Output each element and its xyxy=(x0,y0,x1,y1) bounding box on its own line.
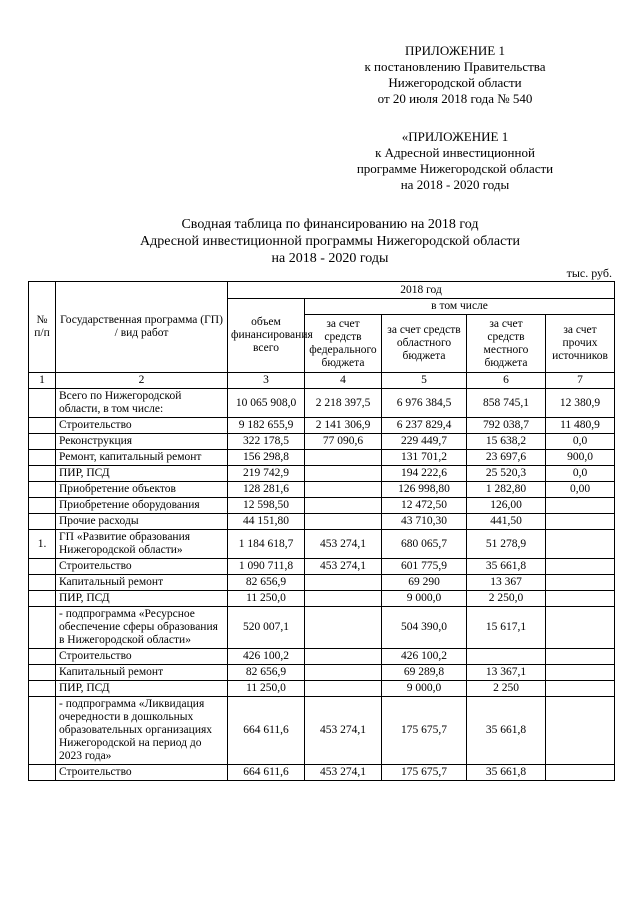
cell-num xyxy=(29,607,56,649)
table-row xyxy=(29,434,615,450)
cell-num xyxy=(29,498,56,514)
cell-num: 1. xyxy=(29,530,56,559)
cell-name: Прочие расходы xyxy=(56,514,228,530)
cell-other: 900,0 xyxy=(546,450,615,466)
cell-other: 0,0 xyxy=(546,434,615,450)
table-body xyxy=(29,389,615,781)
cell-other xyxy=(546,607,615,649)
column-number: 5 xyxy=(382,373,467,389)
cell-total: 664 611,6 xyxy=(228,697,305,765)
table-row xyxy=(29,591,615,607)
cell-name: ПИР, ПСД xyxy=(56,681,228,697)
program-appendix-title: «ПРИЛОЖЕНИЕ 1 xyxy=(401,129,509,144)
cell-num xyxy=(29,450,56,466)
program-appendix-period: на 2018 - 2020 годы xyxy=(400,177,510,192)
header-other: за счет прочих источников xyxy=(546,315,615,373)
column-number: 1 xyxy=(29,373,56,389)
cell-regional: 12 472,50 xyxy=(382,498,467,514)
cell-total: 9 182 655,9 xyxy=(228,418,305,434)
cell-federal xyxy=(305,681,382,697)
cell-total: 426 100,2 xyxy=(228,649,305,665)
cell-regional: 175 675,7 xyxy=(382,697,467,765)
cell-local: 126,00 xyxy=(467,498,546,514)
cell-regional: 601 775,9 xyxy=(382,559,467,575)
cell-regional: 69 290 xyxy=(382,575,467,591)
cell-name: Строительство xyxy=(56,559,228,575)
cell-name: Строительство xyxy=(56,649,228,665)
cell-local: 792 038,7 xyxy=(467,418,546,434)
cell-num xyxy=(29,591,56,607)
cell-federal xyxy=(305,649,382,665)
cell-name: Реконструкция xyxy=(56,434,228,450)
cell-num xyxy=(29,482,56,498)
cell-local: 25 520,3 xyxy=(467,466,546,482)
cell-total: 664 611,6 xyxy=(228,765,305,781)
header-federal: за счет средств федерального бюджета xyxy=(305,315,382,373)
cell-federal xyxy=(305,514,382,530)
cell-local: 2 250,0 xyxy=(467,591,546,607)
cell-num xyxy=(29,765,56,781)
cell-num xyxy=(29,575,56,591)
table-title xyxy=(120,216,540,267)
cell-federal: 2 218 397,5 xyxy=(305,389,382,418)
appendix-line: к постановлению Правительства xyxy=(364,59,546,74)
cell-num xyxy=(29,559,56,575)
table-row xyxy=(29,665,615,681)
cell-name: - подпрограмма «Ликвидация очередности в дошкольных образовательных организациях Нижегородской на период до 2023 года» xyxy=(56,697,228,765)
cell-total: 82 656,9 xyxy=(228,665,305,681)
column-number: 3 xyxy=(228,373,305,389)
column-number: 4 xyxy=(305,373,382,389)
cell-federal xyxy=(305,498,382,514)
unit-label: тыс. руб. xyxy=(566,266,612,280)
cell-num xyxy=(29,649,56,665)
cell-name: Строительство xyxy=(56,418,228,434)
cell-local: 1 282,80 xyxy=(467,482,546,498)
cell-name: ГП «Развитие образования Нижегородской области» xyxy=(56,530,228,559)
cell-local: 13 367 xyxy=(467,575,546,591)
cell-federal: 77 090,6 xyxy=(305,434,382,450)
column-number: 2 xyxy=(56,373,228,389)
cell-local: 15 617,1 xyxy=(467,607,546,649)
appendix-date: от 20 июля 2018 года № 540 xyxy=(377,91,533,106)
header-local: за счет средств местного бюджета xyxy=(467,315,546,373)
cell-other xyxy=(546,765,615,781)
cell-other xyxy=(546,697,615,765)
cell-regional: 69 289,8 xyxy=(382,665,467,681)
cell-regional: 126 998,80 xyxy=(382,482,467,498)
cell-other xyxy=(546,575,615,591)
table-row xyxy=(29,418,615,434)
cell-local: 35 661,8 xyxy=(467,765,546,781)
table-row xyxy=(29,466,615,482)
cell-federal: 453 274,1 xyxy=(305,530,382,559)
cell-name: Приобретение оборудования xyxy=(56,498,228,514)
cell-federal xyxy=(305,591,382,607)
cell-other: 0,00 xyxy=(546,482,615,498)
cell-name: Капитальный ремонт xyxy=(56,575,228,591)
cell-total: 128 281,6 xyxy=(228,482,305,498)
financing-table xyxy=(28,281,615,781)
table-row xyxy=(29,450,615,466)
cell-other: 0,0 xyxy=(546,466,615,482)
appendix-header xyxy=(330,43,580,107)
appendix-line: Нижегородской области xyxy=(388,75,522,90)
table-row xyxy=(29,575,615,591)
table-row xyxy=(29,559,615,575)
cell-federal xyxy=(305,450,382,466)
cell-name: Строительство xyxy=(56,765,228,781)
cell-other xyxy=(546,530,615,559)
header-including: в том числе xyxy=(305,299,615,315)
program-appendix-line: к Адресной инвестиционной xyxy=(375,145,535,160)
cell-federal xyxy=(305,607,382,649)
header-num: № п/п xyxy=(29,282,56,373)
cell-regional: 9 000,0 xyxy=(382,681,467,697)
cell-local: 15 638,2 xyxy=(467,434,546,450)
cell-name: - подпрограмма «Ресурсное обеспечение сферы образования в Нижегородской области» xyxy=(56,607,228,649)
cell-regional: 194 222,6 xyxy=(382,466,467,482)
table-row xyxy=(29,514,615,530)
cell-name: Приобретение объектов xyxy=(56,482,228,498)
table-row xyxy=(29,649,615,665)
cell-total: 10 065 908,0 xyxy=(228,389,305,418)
header-total: объем финансирования всего xyxy=(228,299,305,373)
cell-federal: 453 274,1 xyxy=(305,559,382,575)
column-number: 6 xyxy=(467,373,546,389)
cell-regional: 426 100,2 xyxy=(382,649,467,665)
cell-local: 51 278,9 xyxy=(467,530,546,559)
cell-num xyxy=(29,665,56,681)
cell-local: 858 745,1 xyxy=(467,389,546,418)
cell-total: 82 656,9 xyxy=(228,575,305,591)
cell-federal: 453 274,1 xyxy=(305,697,382,765)
cell-total: 44 151,80 xyxy=(228,514,305,530)
cell-regional: 131 701,2 xyxy=(382,450,467,466)
cell-federal xyxy=(305,575,382,591)
cell-num xyxy=(29,389,56,418)
cell-other xyxy=(546,514,615,530)
table-row xyxy=(29,498,615,514)
cell-local: 23 697,6 xyxy=(467,450,546,466)
header-year: 2018 год xyxy=(228,282,615,299)
cell-local: 2 250 xyxy=(467,681,546,697)
cell-regional: 43 710,30 xyxy=(382,514,467,530)
table-row xyxy=(29,697,615,765)
table-row xyxy=(29,389,615,418)
cell-other xyxy=(546,681,615,697)
cell-federal: 2 141 306,9 xyxy=(305,418,382,434)
cell-regional: 6 976 384,5 xyxy=(382,389,467,418)
cell-regional: 9 000,0 xyxy=(382,591,467,607)
cell-total: 11 250,0 xyxy=(228,681,305,697)
cell-name: ПИР, ПСД xyxy=(56,466,228,482)
cell-num xyxy=(29,514,56,530)
cell-regional: 175 675,7 xyxy=(382,765,467,781)
cell-total: 156 298,8 xyxy=(228,450,305,466)
cell-total: 322 178,5 xyxy=(228,434,305,450)
header-regional: за счет средств областного бюджета xyxy=(382,315,467,373)
cell-num xyxy=(29,681,56,697)
cell-local: 35 661,8 xyxy=(467,559,546,575)
table-row xyxy=(29,765,615,781)
cell-local: 441,50 xyxy=(467,514,546,530)
cell-regional: 229 449,7 xyxy=(382,434,467,450)
cell-regional: 504 390,0 xyxy=(382,607,467,649)
table-title-line: на 2018 - 2020 годы xyxy=(271,251,389,266)
cell-federal: 453 274,1 xyxy=(305,765,382,781)
program-appendix-header xyxy=(330,129,580,193)
program-appendix-line: программе Нижегородской области xyxy=(356,161,554,176)
table-row xyxy=(29,681,615,697)
cell-name: Всего по Нижегородской области, в том числе: xyxy=(56,389,228,418)
cell-total: 11 250,0 xyxy=(228,591,305,607)
table-title-line: Сводная таблица по финансированию на 2018 год xyxy=(181,217,479,232)
cell-federal xyxy=(305,665,382,681)
table-title-line: Адресной инвестиционной программы Нижегородской области xyxy=(140,234,520,249)
table-row xyxy=(29,530,615,559)
cell-total: 1 184 618,7 xyxy=(228,530,305,559)
cell-num xyxy=(29,697,56,765)
cell-other: 12 380,9 xyxy=(546,389,615,418)
cell-other: 11 480,9 xyxy=(546,418,615,434)
cell-local xyxy=(467,649,546,665)
cell-federal xyxy=(305,482,382,498)
cell-federal xyxy=(305,466,382,482)
cell-name: Капитальный ремонт xyxy=(56,665,228,681)
cell-total: 219 742,9 xyxy=(228,466,305,482)
cell-num xyxy=(29,434,56,450)
cell-other xyxy=(546,559,615,575)
appendix-title: ПРИЛОЖЕНИЕ 1 xyxy=(405,43,505,58)
cell-total: 12 598,50 xyxy=(228,498,305,514)
cell-local: 13 367,1 xyxy=(467,665,546,681)
table-row xyxy=(29,482,615,498)
cell-num xyxy=(29,418,56,434)
column-number: 7 xyxy=(546,373,615,389)
cell-total: 520 007,1 xyxy=(228,607,305,649)
cell-other xyxy=(546,665,615,681)
cell-other xyxy=(546,498,615,514)
cell-other xyxy=(546,591,615,607)
table-row xyxy=(29,607,615,649)
cell-total: 1 090 711,8 xyxy=(228,559,305,575)
cell-other xyxy=(546,649,615,665)
cell-regional: 680 065,7 xyxy=(382,530,467,559)
cell-name: Ремонт, капитальный ремонт xyxy=(56,450,228,466)
cell-local: 35 661,8 xyxy=(467,697,546,765)
cell-name: ПИР, ПСД xyxy=(56,591,228,607)
cell-regional: 6 237 829,4 xyxy=(382,418,467,434)
cell-num xyxy=(29,466,56,482)
header-program: Государственная программа (ГП) / вид работ xyxy=(56,282,228,373)
